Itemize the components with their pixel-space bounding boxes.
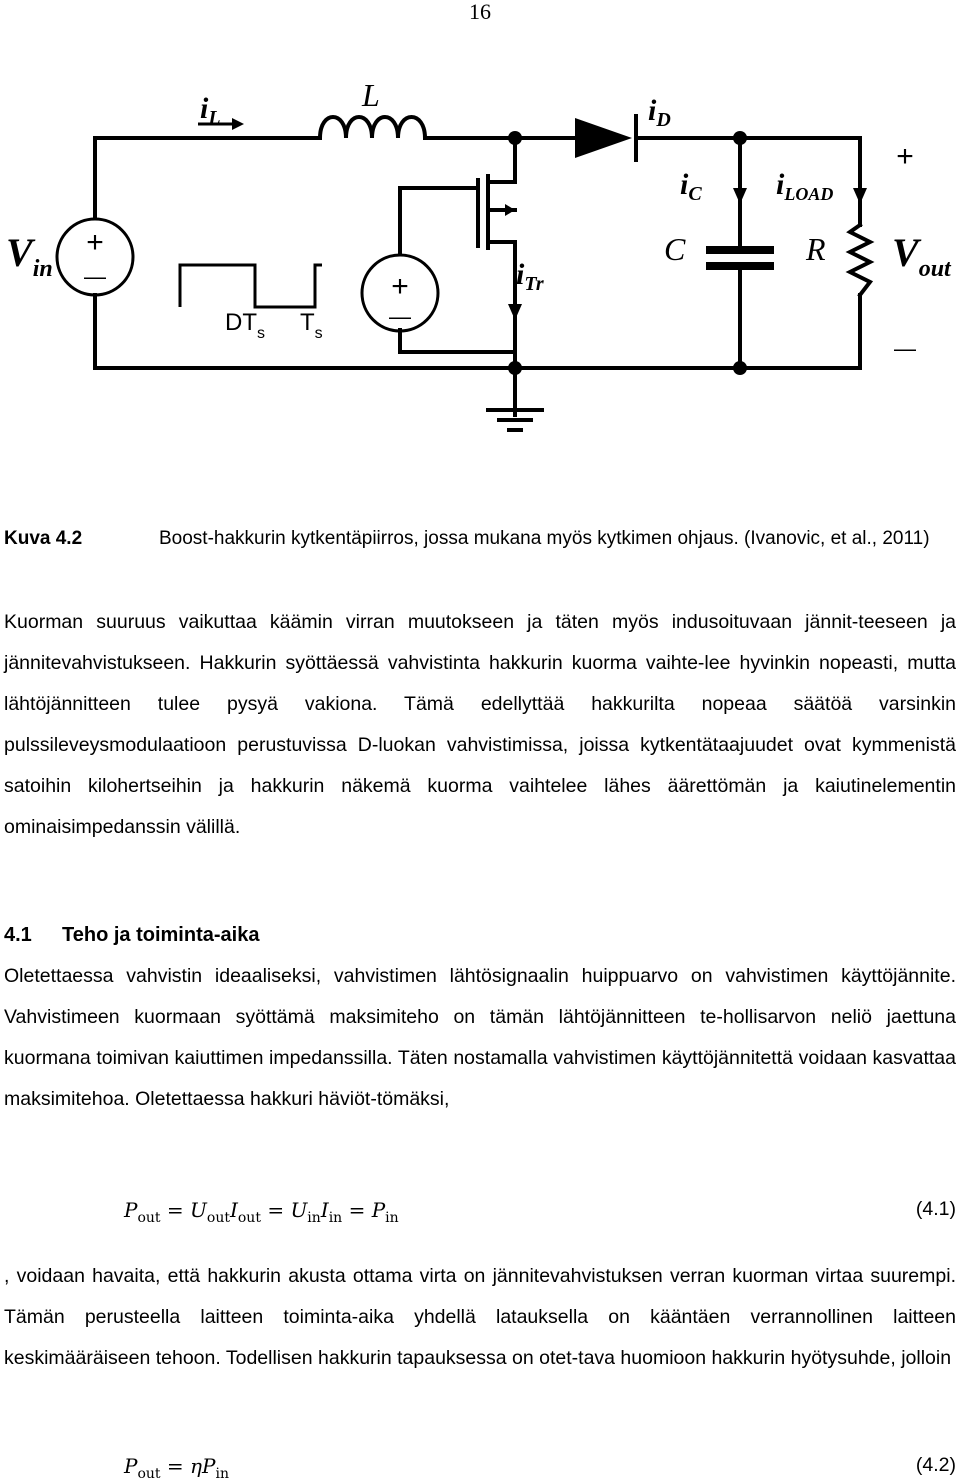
vin-label: $V_{in}$ <box>6 230 53 282</box>
paragraph-2: Oletettaessa vahvistin ideaaliseksi, vahvistimen lähtösignaalin huippuarvo on vahvistimen käyttöjännite. Vahvistimeen kuormaan syöttämä maksimiteho on tämän lähtöjännitteen te-hollisarvon neliö jaettuna kuormana toimivan kaiuttimen impedanssilla. Täten nostamalla vahvistimen käyttöjännitettä voidaan kasvattaa maksimitehoa. Oletettaessa hakkuri häviöt-tömäksi, <box>4 965 956 1110</box>
iload-label: $i_{LOAD}$ <box>776 168 834 204</box>
il-label: $i_L$ <box>200 92 221 129</box>
caption-text: Boost-hakkurin kytkentäpiirros, jossa mukana myös kytkimen ohjaus. (Ivanovic, et al., 2011) <box>159 528 930 549</box>
section-heading <box>4 915 259 956</box>
input-plus: + <box>86 226 104 259</box>
equation-number-4-2: (4.2) <box>915 1454 956 1476</box>
top-wire-left <box>95 138 320 218</box>
figure-caption <box>4 518 956 559</box>
gate-minus: — <box>389 304 411 329</box>
resistor-label: R <box>806 231 826 267</box>
boost-converter-circuit-diagram <box>0 70 960 440</box>
section-number: 4.1 <box>4 924 32 946</box>
section-title: Teho ja toiminta-aika <box>62 924 260 946</box>
gate-plus: + <box>391 270 409 303</box>
top-wire-right <box>640 138 860 225</box>
input-minus: — <box>84 264 106 289</box>
capacitor-icon <box>706 138 774 368</box>
gate-return-wire <box>400 330 515 352</box>
diode-icon <box>575 116 636 160</box>
equation-4-1: $P_{out} = U_{out}I_{out} = U_{in}I_{in} = P_{in}$ <box>124 1198 399 1226</box>
dts-label: $DT_s$ <box>225 309 265 342</box>
id-label: $i_D$ <box>648 94 671 131</box>
inductor-label: L <box>362 77 380 113</box>
bottom-wire <box>95 295 860 368</box>
vout-minus: — <box>894 336 916 361</box>
vout-plus: + <box>896 140 914 173</box>
paragraph-3: , voidaan havaita, että hakkurin akusta ottama virta on jännitevahvistuksen verran kuorman virtaa suurempi. Tämän perusteella laitteen toiminta-aika yhdellä latauksella on kääntäen verrannollinen laitteen keskimääräiseen tehoon. Todellisen hakkurin tapauksessa on otet-tava huomioon hakkurin hyötysuhde, jolloin <box>4 1265 956 1369</box>
itr-label: $i_{Tr}$ <box>516 258 544 295</box>
ic-label: $i_C$ <box>680 168 702 205</box>
page-number: 16 <box>469 0 491 24</box>
paragraph-1: Kuorman suuruus vaikuttaa käämin virran muutokseen ja täten myös indusoituvaan jännit-teeseen ja jännitevahvistukseen. Hakkurin syöttäessä vahvistinta hakkurin kuorma vaihte-lee hyvinkin nopeasti, mutta lähtöjännitteen tulee pysyä vakiona. Tämä edellyttää hakkurilta nopeaa säätöä varsinkin pulssileveysmodulaatioon perustuvissa D-luokan vahvistimissa, joissa kytkentätaajuudet ovat kymmenistä satoihin kilohertseihin ja hakkurin näkemä kuorma vaihtelee lähes äärettömän ja kaiutinelementin ominaisimpedanssin välillä. <box>4 611 956 838</box>
equation-4-2: $P_{out} = \eta P_{in}$ <box>124 1454 229 1482</box>
vout-label: $V_{out}$ <box>892 230 951 282</box>
pwm-waveform-icon <box>180 265 322 307</box>
inductor-icon <box>320 117 425 138</box>
capacitor-label: C <box>664 231 686 267</box>
caption-label: Kuva 4.2 <box>4 528 83 549</box>
ts-label: $T_s$ <box>300 309 323 342</box>
equation-number-4-1: (4.1) <box>915 1198 956 1220</box>
mosfet-switch-icon <box>478 138 522 368</box>
gate-wire <box>400 188 478 253</box>
